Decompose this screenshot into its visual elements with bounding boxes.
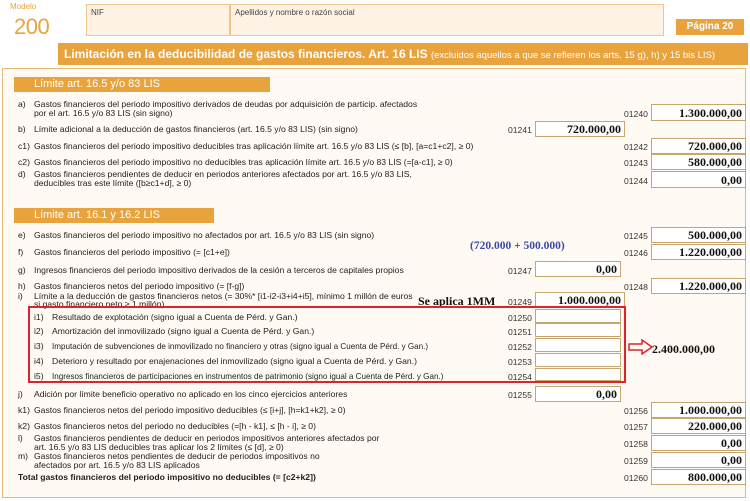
row-label-line2: afectados por art. 16.5 y/o 83 LIS aplicados [34, 460, 200, 470]
section1-heading: Límite art. 16.5 y/o 83 LIS [14, 77, 270, 92]
amount-field[interactable]: 580.000,00 [651, 154, 746, 170]
subrow-key: i1) [34, 312, 44, 322]
row-key: e) [18, 230, 26, 240]
row-key: f) [18, 247, 24, 257]
row-key: l) [18, 433, 23, 443]
row-label: Gastos financieros pendientes de deducir en periodos anteriores afectados por art. 16.5 y/o 83 LIS, [34, 169, 412, 179]
field-code: 01259 [624, 456, 648, 466]
page-title [58, 43, 748, 65]
row-key: b) [18, 124, 26, 134]
row-label: Gastos financieros netos pendientes de deducir de periodos impositivos no [34, 451, 320, 461]
amount-field[interactable]: 720.000,00 [535, 121, 625, 137]
amount-field[interactable]: 0,00 [535, 386, 621, 402]
field-code: 01242 [624, 142, 648, 152]
amount-field[interactable]: 0,00 [651, 435, 746, 451]
subrow-key: i5) [34, 371, 44, 381]
amount-field[interactable]: 0,00 [651, 171, 746, 188]
row-key: j) [18, 389, 23, 399]
row-label: Gastos financieros del periodo impositivo (= [c1+e]) [34, 247, 230, 257]
field-code: 01255 [508, 390, 532, 400]
se-aplica-annotation: Se aplica 1MM [418, 294, 496, 308]
field-code: 01244 [624, 176, 648, 186]
field-code: 01248 [624, 282, 648, 292]
sum-annotation: (720.000 + 500.000) [470, 240, 565, 252]
amount-field[interactable]: 1.220.000,00 [651, 244, 746, 260]
field-code: 01257 [624, 422, 648, 432]
field-code: 01240 [624, 109, 648, 119]
amount-field[interactable]: 720.000,00 [651, 138, 746, 154]
subrow-key: i2) [34, 326, 44, 336]
row-label: Gastos financieros netos del periodo no deducibles (=[h - k1], ≤ [h - i], ≥ 0) [34, 421, 316, 431]
row-label: Gastos financieros del periodo impositivo no deducibles tras aplicación límite art. 16.5 y/o 83 LIS (=[a-c1], ≥ 0) [34, 157, 453, 167]
nif-field[interactable] [86, 4, 230, 36]
field-code: 01260 [624, 473, 648, 483]
subrow-label: Amortización del inmovilizado (signo igual a Cuenta de Pérd. y Gan.) [52, 326, 315, 336]
subrow-key: i4) [34, 356, 44, 366]
subrow-label: Deterioro y resultado por enajenaciones del inmovilizado (signo igual a Cuenta de Pérd. y Gan.) [52, 356, 417, 366]
row-label: Gastos financieros del periodo impositivo no afectados por art. 16.5 y/o 83 LIS (sin signo) [34, 230, 375, 240]
row-key: a) [18, 99, 26, 109]
amount-field[interactable]: 1.000.000,00 [535, 292, 625, 308]
total-amount-field[interactable]: 800.000,00 [651, 469, 746, 485]
amount-field[interactable] [535, 368, 621, 381]
row-key: m) [18, 451, 29, 461]
name-label: Apellidos y nombre o razón social [235, 8, 355, 17]
field-code: 01254 [508, 372, 532, 382]
row-label-line2: por el art. 16.5 y/o 83 LIS (sin signo) [34, 108, 173, 118]
amount-field[interactable]: 220.000,00 [651, 418, 746, 434]
amount-field[interactable] [535, 338, 621, 352]
row-key: g) [18, 265, 26, 275]
row-key: d) [18, 169, 26, 179]
row-key: i) [18, 291, 23, 301]
subrow-label: Resultado de explotación (signo igual a Cuenta de Pérd. y Gan.) [52, 312, 298, 322]
row-label: Ingresos financieros del periodo impositivo derivados de la cesión a terceros de capitales propios [34, 265, 404, 275]
field-code: 01252 [508, 342, 532, 352]
amount-field[interactable] [535, 309, 621, 323]
total-label: Total gastos financieros del periodo impositivo no deducibles (= [c2+k2]) [18, 472, 316, 482]
row-label-line2: art. 16.5 y/o 83 LIS deducibles tras aplicar los 2 límites (≤ [d], ≥ 0) [34, 442, 284, 452]
field-code: 01250 [508, 313, 532, 323]
page-badge: Página 20 [676, 19, 744, 35]
subrow-key: i3) [34, 341, 44, 351]
row-label: Adición por límite beneficio operativo no aplicado en los cinco ejercicios anteriores [34, 389, 348, 399]
field-code: 01256 [624, 406, 648, 416]
arrow-right-icon [628, 339, 654, 355]
field-code: 01247 [508, 266, 532, 276]
field-code: 01258 [624, 439, 648, 449]
row-label: Gastos financieros netos del periodo impositivo (= [f-g]) [34, 281, 245, 291]
amount-field[interactable]: 1.000.000,00 [651, 402, 746, 418]
subrow-label: Ingresos financieros de participaciones en instrumentos de patrimonio (signo igual a Cuenta de Pérd. y Gan.) [52, 372, 444, 381]
row-label: Límite adicional a la deducción de gastos financieros (art. 16.5 y/o 83 LIS) (sin signo) [34, 124, 358, 134]
amount-field[interactable]: 1.300.000,00 [651, 104, 746, 121]
title-main: Limitación en la deducibilidad de gastos financieros. Art. 16 LIS [64, 47, 428, 61]
row-key: h) [18, 281, 26, 291]
amount-field[interactable]: 500.000,00 [651, 227, 746, 243]
amount-field[interactable]: 0,00 [651, 452, 746, 468]
row-key: c2) [18, 157, 30, 167]
nif-label: NIF [91, 8, 104, 17]
amount-field[interactable] [535, 353, 621, 367]
amount-field[interactable]: 1.220.000,00 [651, 278, 746, 294]
amount-field[interactable] [535, 323, 621, 337]
row-label-line2: si gasto financiero neto ≥ 1 millón) [34, 299, 165, 309]
field-code: 01251 [508, 327, 532, 337]
arrow-annotation-value: 2.400.000,00 [652, 342, 715, 356]
row-label: Límite a la deducción de gastos financieros netos (= 30%* [i1-i2-i3+i4+i5], mínimo 1 millón de euros [34, 291, 413, 301]
field-code: 01249 [508, 297, 532, 307]
modelo-number: 200 [14, 14, 50, 39]
field-code: 01243 [624, 158, 648, 168]
row-key: c1) [18, 141, 30, 151]
field-code: 01253 [508, 357, 532, 367]
row-label: Gastos financieros pendientes de deducir en periodos impositivos anteriores afectados por [34, 433, 380, 443]
subrow-label: Imputación de subvenciones de inmovilizado no financiero y otras (signo igual a Cuenta de Pérd. y Gan.) [52, 342, 429, 351]
row-label: Gastos financieros del periodo impositivo deducibles tras aplicación límite art. 16.5 y/o 83 LIS (≤ [b], [a=c1+c2], ≥ 0) [34, 141, 474, 151]
title-sub: (excluidos aquellos a que se refieren los arts. 15 g), h) y 15 bis LIS) [430, 50, 716, 61]
name-field[interactable] [230, 4, 664, 36]
field-code: 01241 [508, 125, 532, 135]
row-key: k1) [18, 405, 30, 415]
section2-heading: Límite art. 16.1 y 16.2 LIS [14, 208, 214, 223]
amount-field[interactable]: 0,00 [535, 261, 621, 277]
row-label: Gastos financieros del periodo impositivo derivados de deudas por adquisición de particip. afectados [34, 99, 418, 109]
field-code: 01246 [624, 248, 648, 258]
row-key: k2) [18, 421, 30, 431]
row-label: Gastos financieros netos del periodo impositivo deducibles (≤ [i+j], [h=k1+k2], ≥ 0) [34, 405, 346, 415]
row-label-line2: deducibles tras este límite ([b≥c1+d], ≥ 0) [34, 178, 192, 188]
modelo-label: Modelo [10, 2, 37, 11]
field-code: 01245 [624, 231, 648, 241]
